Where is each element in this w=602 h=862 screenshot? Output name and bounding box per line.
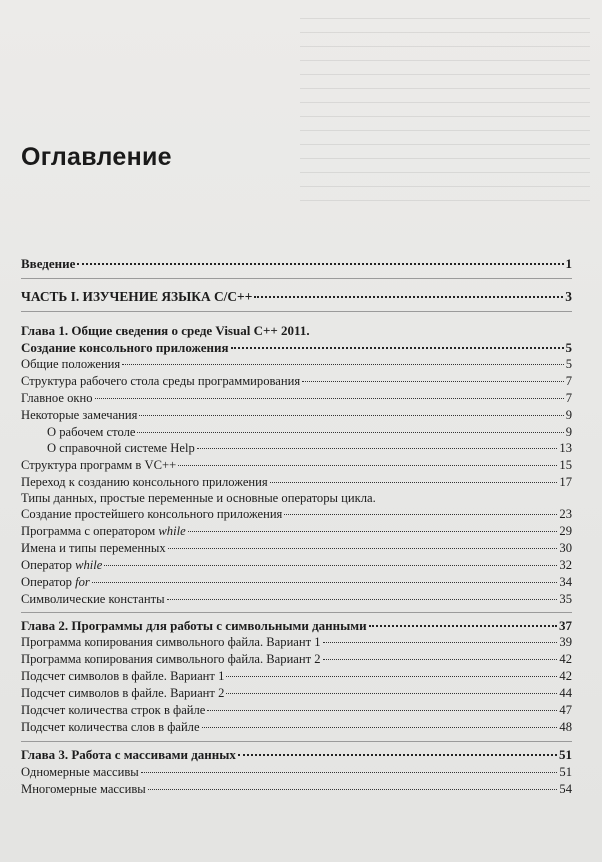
- toc-page-number: 39: [559, 635, 572, 649]
- toc-page-number: 15: [559, 458, 572, 472]
- toc-entry: [21, 685, 572, 701]
- toc-entry: [21, 668, 572, 684]
- toc-entry-title: Типы данных, простые переменные и основные операторы цикла.: [21, 491, 376, 505]
- toc-entry: [21, 634, 572, 650]
- divider: [21, 311, 572, 312]
- toc-entry: [21, 651, 572, 667]
- toc-entry-intro: [21, 256, 572, 272]
- toc-page-number: 35: [559, 592, 572, 606]
- toc-entry-title: Некоторые замечания: [21, 408, 138, 422]
- toc-entry-chapter-1-cont: [21, 340, 572, 356]
- toc-entry-title: Имена и типы переменных: [21, 541, 166, 555]
- toc-entry: [21, 523, 572, 539]
- toc-subentry: [21, 440, 572, 456]
- toc-entry-title: Подсчет символов в файле. Вариант 2: [21, 686, 225, 700]
- divider: [21, 278, 572, 279]
- toc-page-number: 17: [559, 475, 572, 489]
- toc-page-number: 7: [565, 391, 572, 405]
- toc-page-number: 54: [559, 782, 572, 796]
- toc-entry-title: Программа копирования символьного файла. Вариант 1: [21, 635, 321, 649]
- toc-entry-title: ЧАСТЬ I. ИЗУЧЕНИЕ ЯЗЫКА C/C++: [21, 289, 253, 304]
- toc-page-number: 42: [559, 669, 572, 683]
- bleed-through-text: [300, 8, 590, 208]
- toc-entry: [21, 702, 572, 718]
- toc-entry-title: Одномерные массивы: [21, 765, 139, 779]
- toc-subentry: [21, 424, 572, 440]
- toc-entry-title: Оператор for: [21, 575, 90, 589]
- toc-entry: [21, 506, 572, 522]
- toc-entry-title: Подсчет символов в файле. Вариант 1: [21, 669, 225, 683]
- toc-entry-chapter-1: [21, 323, 572, 339]
- toc-page-number: 30: [559, 541, 572, 555]
- toc-page-number: 34: [559, 575, 572, 589]
- toc-entry-title: Создание консольного приложения: [21, 340, 229, 355]
- toc-entry-part-1: [21, 289, 572, 305]
- toc-page-number: 29: [559, 524, 572, 538]
- toc-entry-title: Общие положения: [21, 357, 121, 371]
- page-title: Оглавление: [21, 143, 172, 171]
- toc-entry: [21, 719, 572, 735]
- toc-page-number: 42: [559, 652, 572, 666]
- toc-entry-title: Многомерные массивы: [21, 782, 146, 796]
- toc-entry: [21, 390, 572, 406]
- toc-entry-title: Подсчет количества строк в файле: [21, 703, 206, 717]
- toc-entry-title: Символические константы: [21, 592, 165, 606]
- toc-page-number: 5: [565, 340, 572, 355]
- toc-page-number: 51: [559, 747, 572, 762]
- toc-entry-chapter-3: [21, 747, 572, 763]
- toc-page-number: 9: [565, 408, 572, 422]
- toc-entry: [21, 474, 572, 490]
- toc-page-number: 51: [559, 765, 572, 779]
- toc-page-number: 1: [565, 256, 572, 271]
- toc-entry-title: Введение: [21, 256, 76, 271]
- toc-entry: [21, 781, 572, 797]
- divider: [21, 741, 572, 742]
- toc-page-number: 9: [565, 425, 572, 439]
- toc-entry-title: Программа с оператором while: [21, 524, 186, 538]
- toc-page-number: 47: [559, 703, 572, 717]
- toc-entry-title: Структура рабочего стола среды программирования: [21, 374, 301, 388]
- toc-entry: [21, 764, 572, 780]
- toc-entry: [21, 574, 572, 590]
- toc-entry-title: Программа копирования символьного файла. Вариант 2: [21, 652, 321, 666]
- toc-page-number: 48: [559, 720, 572, 734]
- toc-entry-title: Глава 1. Общие сведения о среде Visual C++ 2011.: [21, 323, 310, 338]
- toc-entry-title: Глава 2. Программы для работы с символьными данными: [21, 618, 367, 633]
- toc-entry: [21, 540, 572, 556]
- toc-page-number: 7: [565, 374, 572, 388]
- toc-entry-title: О справочной системе Help: [47, 441, 195, 455]
- toc-entry-title: Структура программ в VC++: [21, 458, 177, 472]
- toc-entry: [21, 373, 572, 389]
- toc-entry: [21, 557, 572, 573]
- toc-page-number: 3: [565, 289, 572, 304]
- toc-page-number: 44: [559, 686, 572, 700]
- toc-entry-chapter-2: [21, 618, 572, 634]
- toc-page-number: 32: [559, 558, 572, 572]
- toc-entry: [21, 490, 572, 506]
- toc-entry-title: Подсчет количества слов в файле: [21, 720, 200, 734]
- toc-entry: [21, 356, 572, 372]
- toc-entry: [21, 407, 572, 423]
- toc-entry: [21, 457, 572, 473]
- toc-entry-title: Оператор while: [21, 558, 103, 572]
- toc-page-number: 13: [559, 441, 572, 455]
- toc-page-number: 23: [559, 507, 572, 521]
- divider: [21, 612, 572, 613]
- toc-entry-title: Глава 3. Работа с массивами данных: [21, 747, 236, 762]
- toc-entry-title: Переход к созданию консольного приложения: [21, 475, 268, 489]
- toc-page-number: 5: [565, 357, 572, 371]
- toc-entry: [21, 591, 572, 607]
- toc-entry-title: Создание простейшего консольного приложения: [21, 507, 283, 521]
- toc-entry-title: Главное окно: [21, 391, 93, 405]
- toc-page-number: 37: [559, 618, 572, 633]
- toc-entry-title: О рабочем столе: [47, 425, 136, 439]
